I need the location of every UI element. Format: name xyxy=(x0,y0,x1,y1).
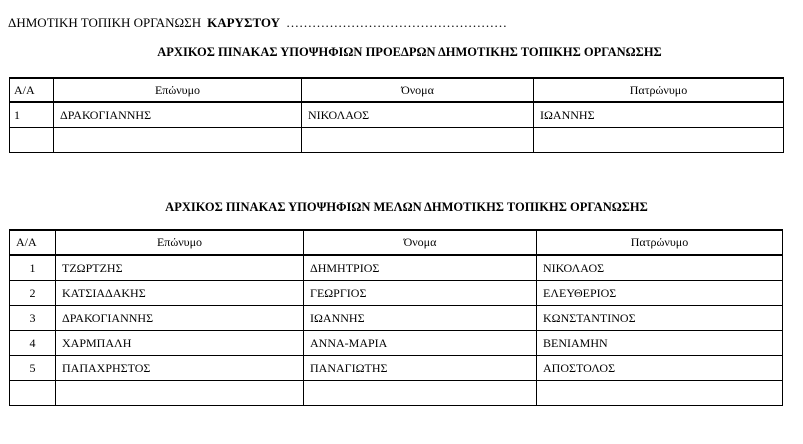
column-header-name: Όνομα xyxy=(304,230,537,255)
cell-name: ΔΗΜΗΤΡΙΟΣ xyxy=(304,255,537,281)
cell-aa: 3 xyxy=(10,306,56,331)
column-header-aa: Α/Α xyxy=(10,230,56,255)
presidents-candidates-table xyxy=(9,77,784,153)
cell-aa xyxy=(10,381,56,406)
header-dots: …………………………………………… xyxy=(286,15,508,30)
cell-name: ΝΙΚΟΛΑΟΣ xyxy=(302,102,534,128)
cell-fathers-name: ΑΠΟΣΤΟΛΟΣ xyxy=(537,356,783,381)
table-row xyxy=(10,331,783,356)
cell-aa: 5 xyxy=(10,356,56,381)
cell-name: ΙΩΑΝΝΗΣ xyxy=(304,306,537,331)
cell-surname: ΔΡΑΚΟΓΙΑΝΝΗΣ xyxy=(56,306,304,331)
table-row xyxy=(10,102,784,128)
cell-surname: ΧΑΡΜΠΑΛΗ xyxy=(56,331,304,356)
cell-surname: ΤΖΩΡΤΖΗΣ xyxy=(56,255,304,281)
cell-fathers-name: ΕΛΕΥΘΕΡΙΟΣ xyxy=(537,281,783,306)
cell-surname xyxy=(54,128,302,153)
column-header-name: Όνομα xyxy=(302,78,534,102)
cell-name: ΠΑΝΑΓΙΩΤΗΣ xyxy=(304,356,537,381)
cell-fathers-name xyxy=(534,128,784,153)
column-header-fathers-name: Πατρώνυμο xyxy=(534,78,784,102)
cell-aa: 4 xyxy=(10,331,56,356)
cell-fathers-name xyxy=(537,381,783,406)
table-row xyxy=(10,281,783,306)
cell-aa: 2 xyxy=(10,281,56,306)
members-candidates-table xyxy=(9,229,783,406)
cell-name: ΑΝΝΑ-ΜΑΡΙΑ xyxy=(304,331,537,356)
cell-fathers-name: ΝΙΚΟΛΑΟΣ xyxy=(537,255,783,281)
cell-name: ΓΕΩΡΓΙΟΣ xyxy=(304,281,537,306)
cell-aa xyxy=(10,128,54,153)
cell-surname: ΠΑΠΑΧΡΗΣΤΟΣ xyxy=(56,356,304,381)
table-header-row xyxy=(10,230,783,255)
column-header-surname: Επώνυμο xyxy=(56,230,304,255)
column-header-surname: Επώνυμο xyxy=(54,78,302,102)
table-row xyxy=(10,255,783,281)
cell-surname: ΔΡΑΚΟΓΙΑΝΝΗΣ xyxy=(54,102,302,128)
cell-fathers-name: ΒΕΝΙΑΜΗΝ xyxy=(537,331,783,356)
presidents-table-title: ΑΡΧΙΚΟΣ ΠΙΝΑΚΑΣ ΥΠΟΨΗΦΙΩΝ ΠΡΟΕΔΡΩΝ ΔΗΜΟΤΙΚΗΣ ΤΟΠΙΚΗΣ ΟΡΓΑΝΩΣΗΣ xyxy=(157,45,662,59)
header-label: ΔΗΜΟΤΙΚΗ ΤΟΠΙΚΗ ΟΡΓΑΝΩΣΗ xyxy=(8,15,202,30)
table-row xyxy=(10,128,784,153)
cell-aa: 1 xyxy=(10,102,54,128)
table-header-row xyxy=(10,78,784,102)
column-header-aa: Α/Α xyxy=(10,78,54,102)
cell-surname xyxy=(56,381,304,406)
table-row xyxy=(10,381,783,406)
cell-aa: 1 xyxy=(10,255,56,281)
cell-fathers-name: ΚΩΝΣΤΑΝΤΙΝΟΣ xyxy=(537,306,783,331)
header-place: ΚΑΡΥΣΤΟΥ xyxy=(207,15,281,30)
cell-surname: ΚΑΤΣΙΑΔΑΚΗΣ xyxy=(56,281,304,306)
cell-name xyxy=(304,381,537,406)
table-row xyxy=(10,356,783,381)
cell-name xyxy=(302,128,534,153)
members-table-title: ΑΡΧΙΚΟΣ ΠΙΝΑΚΑΣ ΥΠΟΨΗΦΙΩΝ ΜΕΛΩΝ ΔΗΜΟΤΙΚΗΣ ΤΟΠΙΚΗΣ ΟΡΓΑΝΩΣΗΣ xyxy=(165,200,648,214)
cell-fathers-name: ΙΩΑΝΝΗΣ xyxy=(534,102,784,128)
document-header xyxy=(8,15,507,31)
column-header-fathers-name: Πατρώνυμο xyxy=(537,230,783,255)
table-row xyxy=(10,306,783,331)
